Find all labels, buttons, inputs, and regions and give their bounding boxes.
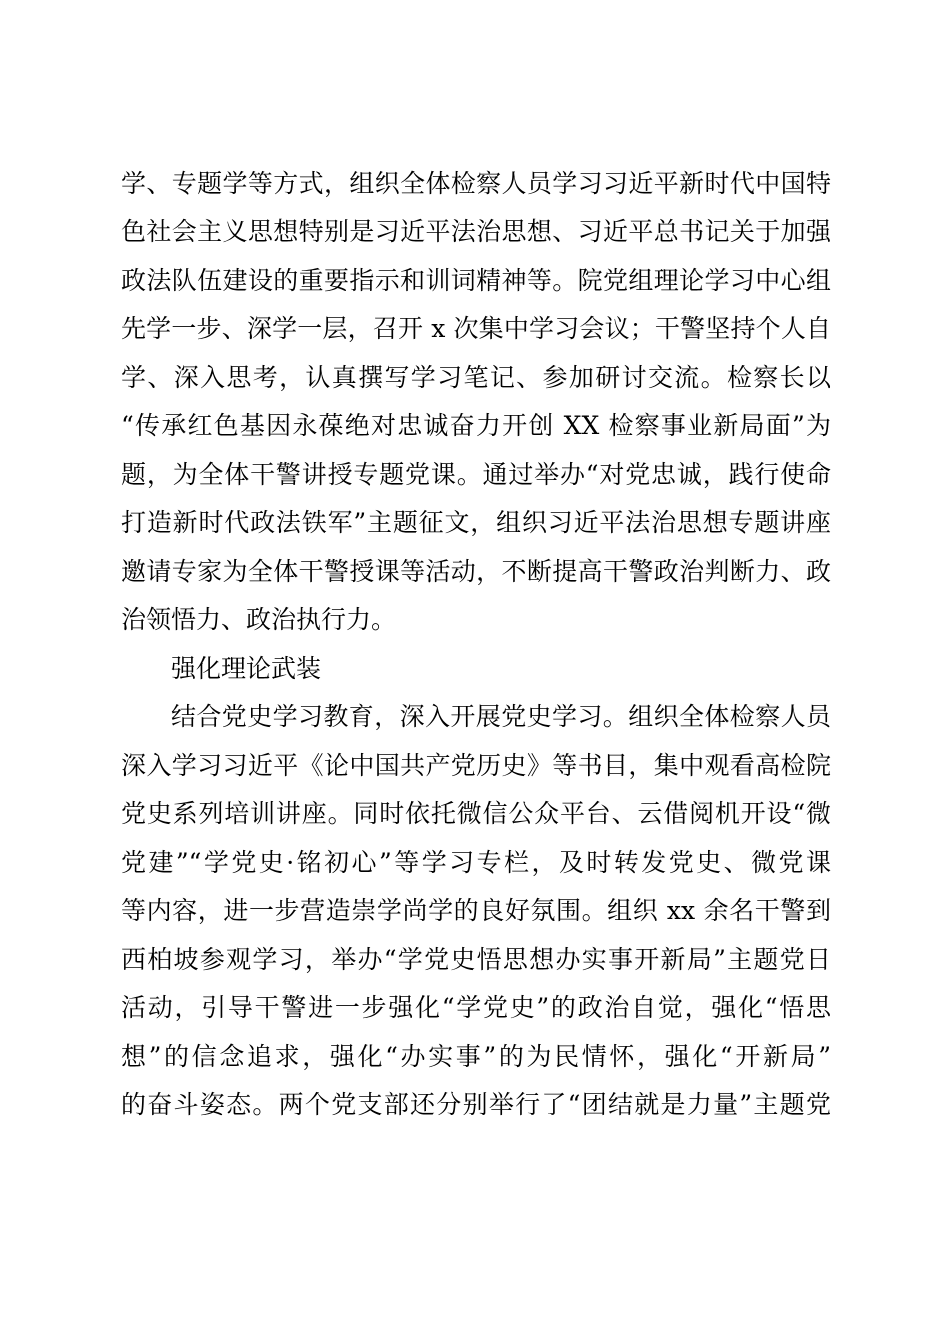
paragraph-line: 题，为全体干警讲授专题党课。通过举办“对党忠诚，践行使命 [121, 460, 831, 489]
paragraph-line: 色社会主义思想特别是习近平法治思想、习近平总书记关于加强 [121, 217, 831, 246]
section-heading: 强化理论武装 [171, 654, 322, 683]
paragraph-line: 学、专题学等方式，组织全体检察人员学习习近平新时代中国特 [121, 169, 831, 198]
paragraph-line: 治领悟力、政治执行力。 [121, 605, 397, 634]
paragraph-line: 先学一步、深学一层，召开 x 次集中学习会议；干警坚持个人自 [121, 314, 831, 343]
paragraph-line: 想”的信念追求，强化“办实事”的为民情怀，强化“开新局” [121, 1042, 831, 1071]
paragraph-line: 学、深入思考，认真撰写学习笔记、参加研讨交流。检察长以 [121, 363, 831, 392]
paragraph-line: 党史系列培训讲座。同时依托微信公众平台、云借阅机开设“微 [121, 799, 831, 828]
paragraph-line: 政法队伍建设的重要指示和训词精神等。院党组理论学习中心组 [121, 266, 831, 295]
paragraph-line: “传承红色基因永葆绝对忠诚奋力开创 XX 检察事业新局面”为 [121, 411, 831, 440]
paragraph-line: 党建”“学党史·铭初心”等学习专栏，及时转发党史、微党课 [121, 848, 831, 877]
paragraph-line: 的奋斗姿态。两个党支部还分别举行了“团结就是力量”主题党 [121, 1090, 831, 1119]
paragraph-line: 深入学习习近平《论中国共产党历史》等书目，集中观看高检院 [121, 751, 831, 780]
paragraph-line: 活动，引导干警进一步强化“学党史”的政治自觉，强化“悟思 [121, 993, 831, 1022]
paragraph-line: 等内容，进一步营造崇学尚学的良好氛围。组织 xx 余名干警到 [121, 896, 831, 925]
paragraph-line: 结合党史学习教育，深入开展党史学习。组织全体检察人员 [171, 702, 831, 731]
paragraph-line: 邀请专家为全体干警授课等活动，不断提高干警政治判断力、政 [121, 557, 831, 586]
paragraph-line: 打造新时代政法铁军”主题征文，组织习近平法治思想专题讲座 [121, 508, 831, 537]
paragraph-line: 西柏坡参观学习，举办“学党史悟思想办实事开新局”主题党日 [121, 945, 831, 974]
